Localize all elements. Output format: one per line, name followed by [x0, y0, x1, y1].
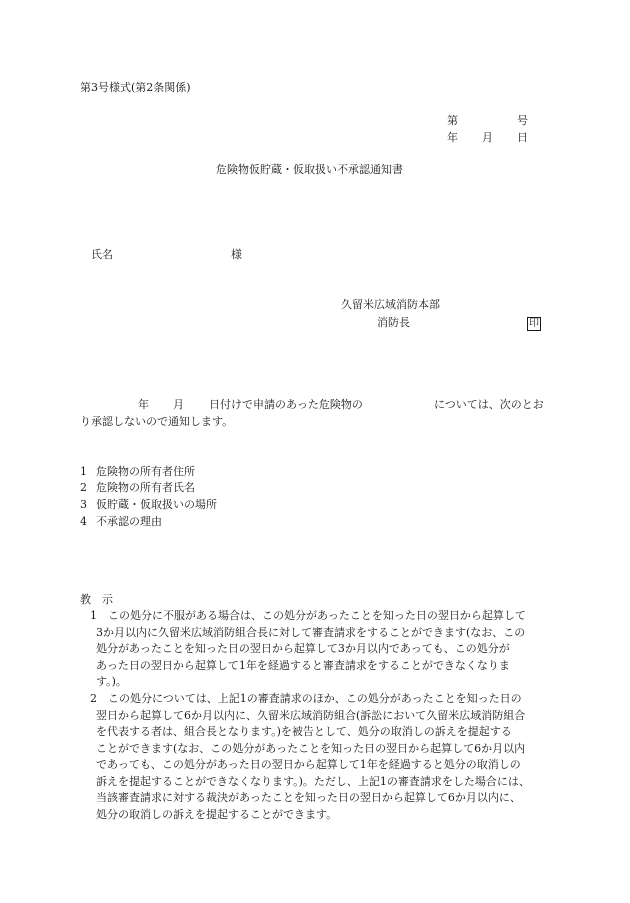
notice-line: 処分の取消しの訴えを提起することができます。 [96, 808, 338, 821]
list-item-label: 仮貯蔵・仮取扱いの場所 [96, 498, 217, 511]
notice-line: この処分に不服がある場合は、この処分があったことを知った日の翌日から起算して [108, 609, 526, 622]
addressee-name-label: 氏名 [91, 248, 113, 261]
notice-line: 当該審査請求に対する裁決があったことを知った日の翌日から起算して6か月以内に、 [96, 791, 521, 804]
list-item [80, 481, 195, 495]
list-item-number: 1 [80, 465, 87, 478]
list-item-number: 3 [80, 498, 87, 511]
notice-item-1-number: 1 [90, 609, 97, 622]
list-item-label: 危険物の所有者住所 [96, 465, 195, 478]
notice-line: 処分があったことを知った日の翌日から起算して3か月以内であっても、この処分が [96, 642, 510, 655]
issuer-organization: 久留米広域消防本部 [341, 298, 440, 311]
seal-label: 印 [529, 318, 539, 329]
notice-line: す。)。 [96, 675, 127, 688]
body-text-c: り承認しないので通知します。 [80, 415, 234, 428]
list-item [80, 498, 217, 512]
doc-number-prefix: 第 [447, 114, 458, 127]
body-month: 月 [173, 398, 184, 411]
form-number: 第3号様式(第2条関係) [80, 81, 191, 94]
body-text-b: については、次のとお [434, 398, 544, 411]
date-year: 年 [447, 131, 458, 144]
notice-heading: 教 示 [80, 593, 113, 606]
body-text-a: 日付けで申請のあった危険物の [209, 398, 363, 411]
notice-line: 3か月以内に久留米広域消防組合長に対して審査請求をすることができます(なお、この [96, 626, 526, 639]
list-item-number: 4 [80, 515, 87, 528]
list-item-label: 危険物の所有者氏名 [96, 481, 195, 494]
list-item [80, 515, 162, 529]
seal-mark [527, 316, 541, 331]
notice-line: あった日の翌日から起算して1年を経過すると審査請求をすることができなくなりま [96, 659, 510, 672]
notice-line: この処分については、上記1の審査請求のほか、この処分があったことを知った日の [108, 692, 522, 705]
issuer-position: 消防長 [377, 316, 410, 329]
date-day: 日 [517, 131, 528, 144]
doc-number-suffix: 号 [517, 114, 528, 127]
addressee-honorific: 様 [231, 248, 242, 261]
list-item-label: 不承認の理由 [96, 515, 162, 528]
body-year: 年 [138, 398, 149, 411]
notice-item-2-number: 2 [90, 692, 97, 705]
date-month: 月 [482, 131, 493, 144]
notice-line: を代表する者は、組合長となります。)を被告として、処分の取消しの訴えを提起する [96, 725, 512, 738]
notice-line: 訴えを提起することができなくなります。)。ただし、上記1の審査請求をした場合には、 [96, 775, 530, 788]
notice-line: 翌日から起算して6か月以内に、久留米広域消防組合(訴訟において久留米広域消防組合 [96, 709, 526, 722]
notice-line: ことができます(なお、この処分があったことを知った日の翌日から起算して6か月以内 [96, 742, 526, 755]
document-title: 危険物仮貯蔵・仮取扱い不承認通知書 [216, 163, 403, 176]
list-item-number: 2 [80, 481, 87, 494]
notice-line: であっても、この処分があった日の翌日から起算して1年を経過すると処分の取消しの [96, 758, 521, 771]
list-item [80, 465, 195, 479]
